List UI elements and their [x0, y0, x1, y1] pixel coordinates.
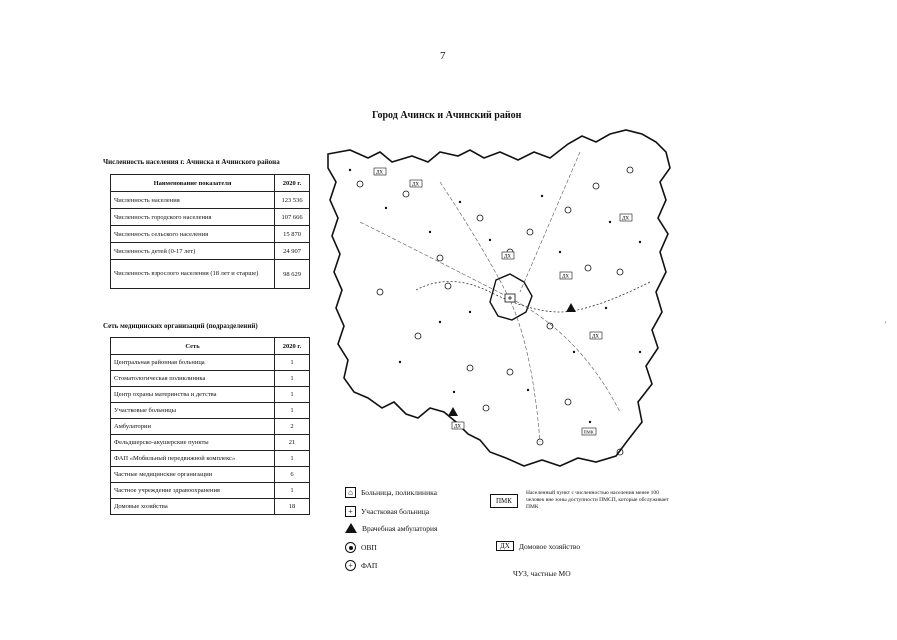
svg-text:ДХ: ДХ [412, 182, 420, 188]
legend-hospital [345, 487, 437, 498]
row-value: 21 [275, 435, 310, 451]
table-row [111, 499, 310, 515]
table-row [111, 435, 310, 451]
svg-text:ДХ: ДХ [592, 334, 600, 340]
row-label: Амбулатории [111, 419, 275, 435]
fap-icon: + [345, 560, 356, 571]
table-row [111, 387, 310, 403]
table-row [111, 355, 310, 371]
pop-header-name: Наименование показателя [111, 175, 275, 192]
row-label: Частное учреждение здравоохранения [111, 483, 275, 499]
row-value: 1 [275, 355, 310, 371]
row-value: 6 [275, 467, 310, 483]
legend-pmk-text: Населенный пункт с численностью населения менее 100 человек вне зоны доступности ПМСП, которые обслуживает ПМК [526, 490, 669, 510]
legend-ambulatory-label: Врачебная амбулатория [362, 523, 438, 533]
margin-mark: ' [885, 320, 887, 329]
legend-ovp-label: ОВП [361, 543, 377, 552]
legend-dx [496, 541, 580, 551]
table-row [111, 371, 310, 387]
row-value: 1 [275, 483, 310, 499]
legend-fap-label: ФАП [361, 561, 378, 570]
legend-fap [345, 560, 377, 571]
ambulatory-icon [345, 523, 357, 533]
dx-box: ДХ [496, 541, 514, 551]
hospital-marker [505, 294, 515, 302]
table-row [111, 243, 310, 260]
row-value: 98 629 [275, 260, 310, 289]
row-value: 1 [275, 451, 310, 467]
pmk-box: ПМК [490, 494, 518, 508]
population-table [110, 174, 310, 289]
population-title: Численность населения г. Ачинска и Ачинского района [103, 158, 280, 166]
ovp-icon [345, 542, 356, 553]
table-row [111, 209, 310, 226]
legend-pmk [490, 494, 518, 508]
map-title: Город Ачинск и Ачинский район [372, 110, 522, 121]
district-map [320, 122, 680, 482]
row-value: 1 [275, 403, 310, 419]
table-row [111, 467, 310, 483]
row-label: Центральная районная больница [111, 355, 275, 371]
row-label: Стоматологическая поликлиника [111, 371, 275, 387]
dx-marker [410, 180, 422, 188]
legend-private-mo: ЧУЗ, частные МО [513, 569, 571, 578]
row-label: Частные медицинские организации [111, 467, 275, 483]
svg-text:ДХ: ДХ [504, 254, 512, 260]
network-title: Сеть медицинских организаций (подразделений) [103, 322, 258, 330]
dx-marker [560, 272, 572, 280]
legend-dx-label: Домовое хозяйство [518, 541, 581, 551]
net-header-name: Сеть [111, 338, 275, 355]
table-row [111, 260, 310, 289]
dx-marker [452, 422, 464, 430]
district-hospital-icon: + [345, 506, 356, 517]
legend-ambulatory [345, 523, 437, 533]
svg-text:ДХ: ДХ [376, 170, 384, 176]
svg-text:ДХ: ДХ [562, 274, 570, 280]
dx-marker [590, 332, 602, 340]
row-value: 18 [275, 499, 310, 515]
table-row [111, 451, 310, 467]
row-label: Центр охраны материнства и детства [111, 387, 275, 403]
table-row [111, 226, 310, 243]
row-value: 24 907 [275, 243, 310, 260]
row-label: Фельдшерско-акушерские пункты [111, 435, 275, 451]
row-value: 2 [275, 419, 310, 435]
row-label: Численность детей (0-17 лет) [111, 243, 275, 260]
row-label: Участковые больницы [111, 403, 275, 419]
network-table [110, 337, 310, 515]
row-label: Численность сельского населения [111, 226, 275, 243]
table-row [111, 419, 310, 435]
pmk-marker [582, 428, 596, 435]
svg-text:ПМК: ПМК [583, 429, 594, 435]
svg-text:ДХ: ДХ [622, 216, 630, 222]
dx-marker [502, 252, 514, 260]
legend-district-hospital-label: Участковая больница [361, 507, 430, 516]
legend-district-hospital [345, 506, 429, 517]
row-value: 15 870 [275, 226, 310, 243]
row-value: 123 536 [275, 192, 310, 209]
row-value: 1 [275, 387, 310, 403]
row-label: Домовые хозяйства [111, 499, 275, 515]
svg-text:ДХ: ДХ [454, 424, 462, 430]
row-label: Численность городского населения [111, 209, 275, 226]
legend-ovp [345, 542, 377, 553]
dx-marker [620, 214, 632, 222]
row-value: 1 [275, 371, 310, 387]
table-row [111, 403, 310, 419]
net-header-year: 2020 г. [275, 338, 310, 355]
table-row [111, 483, 310, 499]
row-value: 107 666 [275, 209, 310, 226]
district-boundary [328, 130, 670, 466]
row-label: Численность взрослого населения (18 лет и старше) [111, 260, 275, 289]
table-row [111, 192, 310, 209]
pmk-markers [582, 428, 596, 435]
legend-hospital-label: Больница, поликлиника [361, 488, 437, 497]
pop-header-year: 2020 г. [275, 175, 310, 192]
dx-marker [374, 168, 386, 176]
row-label: ФАП «Мобильный передвижной комплекс» [111, 451, 275, 467]
row-label: Численность населения [111, 192, 275, 209]
hospital-icon: ⌂ [345, 487, 356, 498]
page-number: 7 [440, 50, 446, 62]
